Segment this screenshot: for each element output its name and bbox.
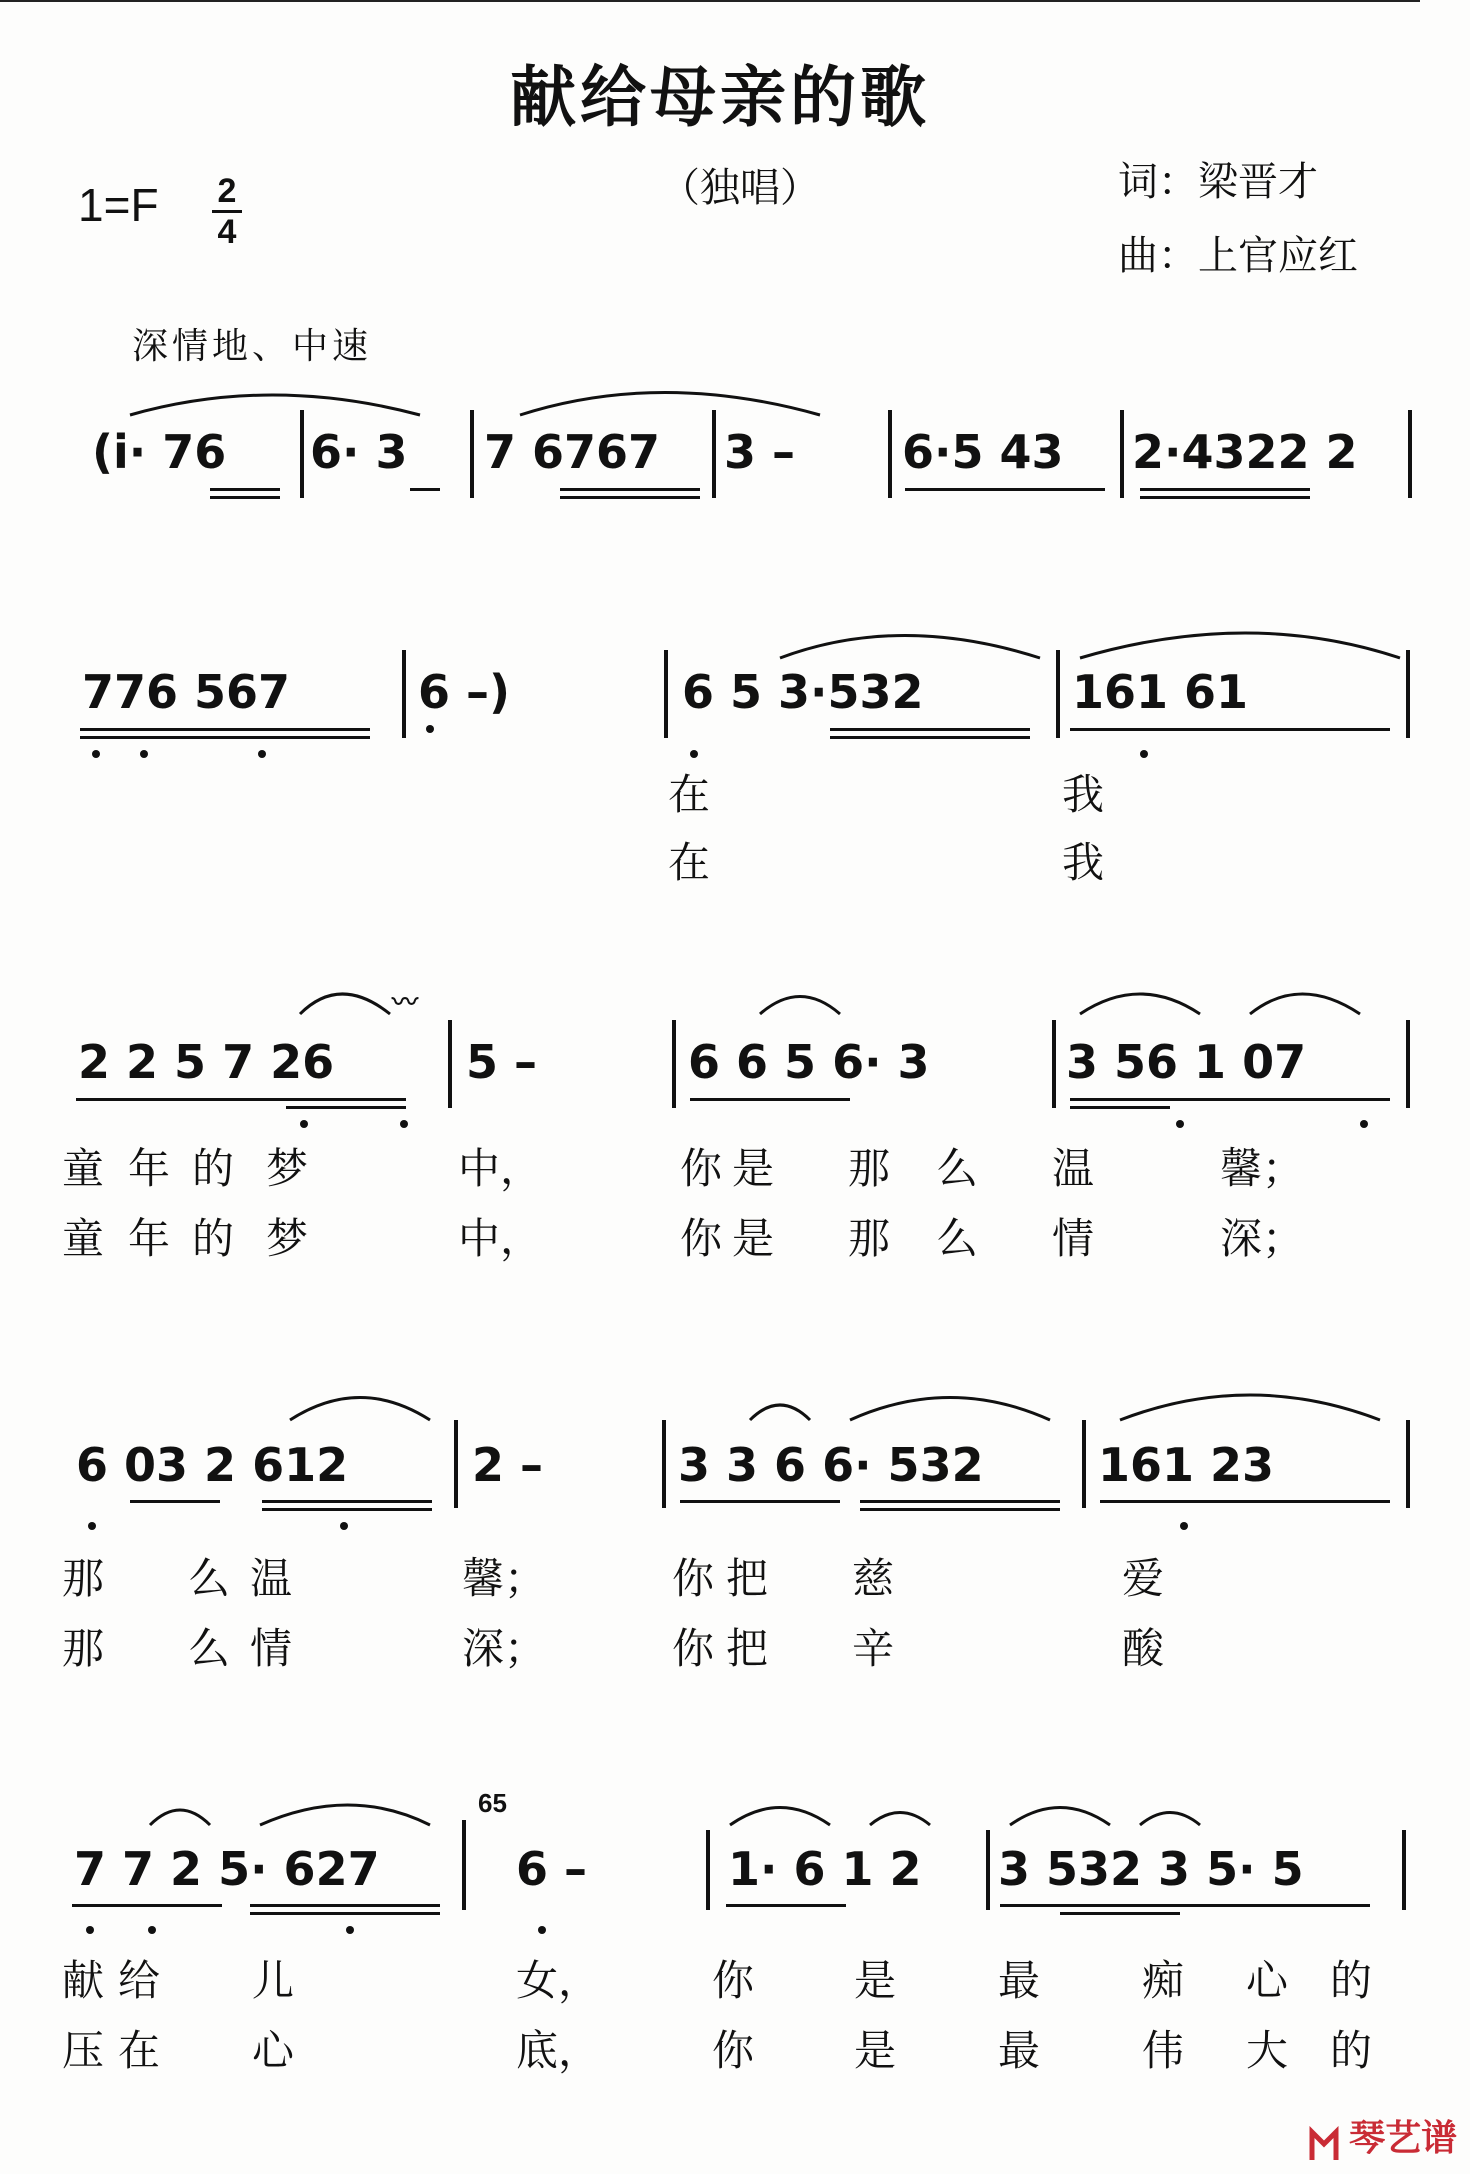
- measure: 6· 3: [310, 425, 408, 479]
- lyric: 是: [854, 1956, 897, 2005]
- lyric: 年: [128, 1214, 171, 1263]
- lyric: 你: [680, 1144, 723, 1193]
- low-dot: [92, 750, 100, 758]
- measure: 7 6767: [484, 425, 661, 479]
- slurs-system-3: [280, 964, 1380, 1024]
- lyric: 你: [680, 1214, 723, 1263]
- lyric: 的: [1330, 1956, 1373, 2005]
- lyric: 在: [668, 838, 711, 887]
- lyric: 在: [118, 2026, 161, 2075]
- low-dot: [258, 750, 266, 758]
- underline: [286, 1106, 406, 1109]
- underline: [1070, 1106, 1170, 1109]
- measure: 3 532 3 5· 5: [998, 1842, 1304, 1896]
- barline: [300, 410, 304, 498]
- lyric: 辛: [852, 1624, 895, 1673]
- low-dot: [340, 1522, 348, 1530]
- slurs-system-4: [250, 1370, 1400, 1430]
- low-dot: [1180, 1522, 1188, 1530]
- measure: 2·4322 2: [1132, 425, 1358, 479]
- lyric: 是: [732, 1144, 775, 1193]
- lyric: 童: [62, 1144, 105, 1193]
- underline: [130, 1500, 220, 1503]
- lyric: 你: [672, 1624, 715, 1673]
- lyric: 童: [62, 1214, 105, 1263]
- lyrics-line-5a: [62, 1948, 1422, 2008]
- barline: [1406, 650, 1410, 738]
- low-dot: [140, 750, 148, 758]
- slur: [150, 1810, 210, 1825]
- lyric: 压: [62, 2026, 105, 2075]
- lyric: 的: [1330, 2026, 1373, 2075]
- underline: [262, 1500, 432, 1503]
- underline: [1140, 496, 1310, 499]
- lyric: 心: [1246, 1956, 1289, 2005]
- low-dot: [400, 1120, 408, 1128]
- low-dot: [1176, 1120, 1184, 1128]
- measure: 6 –): [418, 665, 511, 719]
- underline: [830, 736, 1030, 739]
- lyric: 情: [250, 1624, 293, 1673]
- barline: [470, 410, 474, 498]
- lyric: 中，: [458, 1144, 543, 1193]
- barline: [712, 410, 716, 498]
- underline: [690, 1098, 850, 1101]
- underline: [410, 488, 440, 491]
- lyrics-line-3a: [62, 1136, 1422, 1196]
- slur: [130, 395, 420, 415]
- lyrics-line-4a: [62, 1546, 1422, 1606]
- underline: [560, 496, 700, 499]
- underline: [262, 1508, 432, 1511]
- barline: [402, 650, 406, 738]
- measure: 776 567: [82, 665, 291, 719]
- underline: [1060, 1912, 1180, 1915]
- meter-bottom: 4: [217, 213, 237, 251]
- measure: 6·5 43: [902, 425, 1064, 479]
- composer-credit: 曲：上官应红: [1118, 233, 1358, 279]
- lyric: 温: [1052, 1144, 1095, 1193]
- slur: [850, 1398, 1050, 1421]
- barline: [1406, 1020, 1410, 1108]
- underline: [1100, 1500, 1390, 1503]
- lyric: 中，: [458, 1214, 543, 1263]
- tempo-marking: 深情地、中速: [132, 326, 373, 367]
- lyric: 深；: [1220, 1214, 1305, 1263]
- measure: 3 –: [724, 425, 796, 479]
- lyric: 我: [1062, 770, 1105, 819]
- song-title: 献给母亲的歌: [510, 58, 930, 136]
- measure: 2 –: [472, 1438, 544, 1492]
- measure: 161 61: [1072, 665, 1249, 719]
- slur: [520, 393, 820, 416]
- slurs-system-5: [130, 1780, 1230, 1840]
- barline: [454, 1420, 458, 1508]
- lyric: 心: [252, 2026, 295, 2075]
- lyric: 那: [848, 1214, 891, 1263]
- measure: 7 7 2 5· 627: [74, 1842, 380, 1896]
- barline: [662, 1420, 666, 1508]
- lyric: 那: [848, 1144, 891, 1193]
- lyric: 酸: [1122, 1624, 1165, 1673]
- lyric: 你: [712, 1956, 755, 2005]
- lyrics-line-3b: [62, 1206, 1422, 1266]
- measure: 6 –: [516, 1842, 588, 1896]
- underline: [76, 1098, 406, 1101]
- barline: [888, 410, 892, 498]
- lyric: 你: [712, 2026, 755, 2075]
- measure: 6 03 2 612: [76, 1438, 349, 1492]
- low-dot: [346, 1926, 354, 1934]
- underline: [830, 728, 1030, 731]
- slur: [730, 1808, 830, 1826]
- barline: [448, 1020, 452, 1108]
- lyric: 那: [62, 1624, 105, 1673]
- low-dot: [538, 1926, 546, 1934]
- lyric: 是: [732, 1214, 775, 1263]
- underline: [1000, 1904, 1370, 1907]
- site-logo: [1306, 2110, 1457, 2166]
- lyric: 么: [936, 1144, 979, 1193]
- low-dot: [426, 725, 434, 733]
- slur: [260, 1805, 430, 1825]
- underline: [860, 1508, 1060, 1511]
- lyric: 温: [250, 1554, 293, 1603]
- lyric: 情: [1052, 1214, 1095, 1263]
- slur: [1120, 1395, 1380, 1420]
- measure: 3 3 6 6· 532: [678, 1438, 984, 1492]
- lyric: 年: [128, 1144, 171, 1193]
- measure: (i· 76: [92, 425, 227, 479]
- lyric: 的: [192, 1144, 235, 1193]
- lyric: 献: [62, 1956, 105, 2005]
- underline: [210, 496, 280, 499]
- underline: [1070, 728, 1390, 731]
- lyric: 把: [726, 1554, 769, 1603]
- barline: [1120, 410, 1124, 498]
- lyric: 你: [672, 1554, 715, 1603]
- barline: [706, 1830, 710, 1910]
- underline: [80, 736, 370, 739]
- slur: [780, 636, 1040, 659]
- slurs-system-2: [600, 608, 1420, 668]
- slur: [1080, 633, 1400, 658]
- lyric: 在: [668, 770, 711, 819]
- underline: [1070, 1098, 1390, 1101]
- music-note-icon: [1306, 2126, 1344, 2166]
- barline: [672, 1020, 676, 1108]
- low-dot: [1140, 750, 1148, 758]
- lyric: 馨；: [462, 1554, 547, 1603]
- underline: [72, 1904, 222, 1907]
- lyric: 给: [118, 1956, 161, 2005]
- underline: [860, 1500, 1060, 1503]
- measure: 1· 6 1 2: [728, 1842, 922, 1896]
- lyric: 是: [854, 2026, 897, 2075]
- lyric: 么: [936, 1214, 979, 1263]
- measure: 3 56 1 07: [1066, 1035, 1307, 1089]
- measure: 5 –: [466, 1035, 538, 1089]
- low-dot: [86, 1926, 94, 1934]
- grace-notes: 65: [478, 1788, 507, 1818]
- lyric: 儿: [252, 1956, 295, 2005]
- barline: [1082, 1420, 1086, 1508]
- lyric: 那: [62, 1554, 105, 1603]
- low-dot: [148, 1926, 156, 1934]
- lyrics-line-5b: [62, 2018, 1422, 2078]
- underline: [726, 1904, 846, 1907]
- lyric: 梦: [266, 1144, 309, 1193]
- barline: [1408, 410, 1412, 498]
- barline: [1406, 1420, 1410, 1508]
- logo-text: 琴艺谱: [1349, 2117, 1458, 2158]
- lyric: 痴: [1142, 1956, 1185, 2005]
- slur: [1250, 994, 1360, 1014]
- slur: [1010, 1808, 1110, 1826]
- lyric: 最: [998, 2026, 1041, 2075]
- lyrics-line-4b: [62, 1616, 1422, 1676]
- barline: [1052, 1020, 1056, 1108]
- slur: [1140, 1813, 1200, 1826]
- measure: 161 23: [1098, 1438, 1275, 1492]
- slur: [870, 1813, 930, 1826]
- lyric: 大: [1246, 2026, 1289, 2075]
- performance-type: （独唱）: [660, 165, 820, 211]
- lyric: 么: [188, 1624, 231, 1673]
- barline: [986, 1830, 990, 1910]
- measure: 6 5 3·532: [682, 665, 924, 719]
- measure: 6 6 5 6· 3: [688, 1035, 930, 1089]
- underline: [250, 1912, 440, 1915]
- time-signature: [212, 174, 242, 249]
- trill-icon: 〰: [392, 988, 419, 1018]
- lyric: 深；: [462, 1624, 547, 1673]
- lyric: 最: [998, 1956, 1041, 2005]
- slur: [300, 994, 390, 1014]
- low-dot: [690, 750, 698, 758]
- measure: 2 2 5 7 26: [78, 1035, 335, 1089]
- lyric: 的: [192, 1214, 235, 1263]
- underline: [210, 488, 280, 491]
- low-dot: [1360, 1120, 1368, 1128]
- lyric: 底，: [516, 2026, 601, 2075]
- underline: [905, 488, 1105, 491]
- key-signature: 1=F: [78, 179, 159, 231]
- slur: [1080, 994, 1200, 1014]
- low-dot: [300, 1120, 308, 1128]
- barline: [1056, 650, 1060, 738]
- underline: [560, 488, 700, 491]
- slurs-system-1: [120, 370, 1420, 430]
- barline: [462, 1820, 466, 1910]
- lyric: 我: [1062, 838, 1105, 887]
- slur: [750, 1405, 810, 1420]
- slur: [290, 1398, 430, 1421]
- underline: [250, 1904, 440, 1907]
- underline: [1140, 488, 1310, 491]
- lyric: 慈: [852, 1554, 895, 1603]
- lyric: 伟: [1142, 2026, 1185, 2075]
- barline: [664, 650, 668, 738]
- low-dot: [88, 1522, 96, 1530]
- underline: [680, 1500, 840, 1503]
- lyricist-credit: 词：梁晋才: [1118, 159, 1318, 205]
- lyric: 女，: [516, 1956, 601, 2005]
- top-rule: [0, 0, 1420, 2]
- barline: [1402, 1830, 1406, 1910]
- lyric: 爱: [1122, 1554, 1165, 1603]
- slur: [760, 997, 840, 1015]
- underline: [80, 728, 370, 731]
- lyric: 馨；: [1220, 1144, 1305, 1193]
- lyric: 把: [726, 1624, 769, 1673]
- lyric: 梦: [266, 1214, 309, 1263]
- meter-top: 2: [217, 172, 237, 210]
- lyric: 么: [188, 1554, 231, 1603]
